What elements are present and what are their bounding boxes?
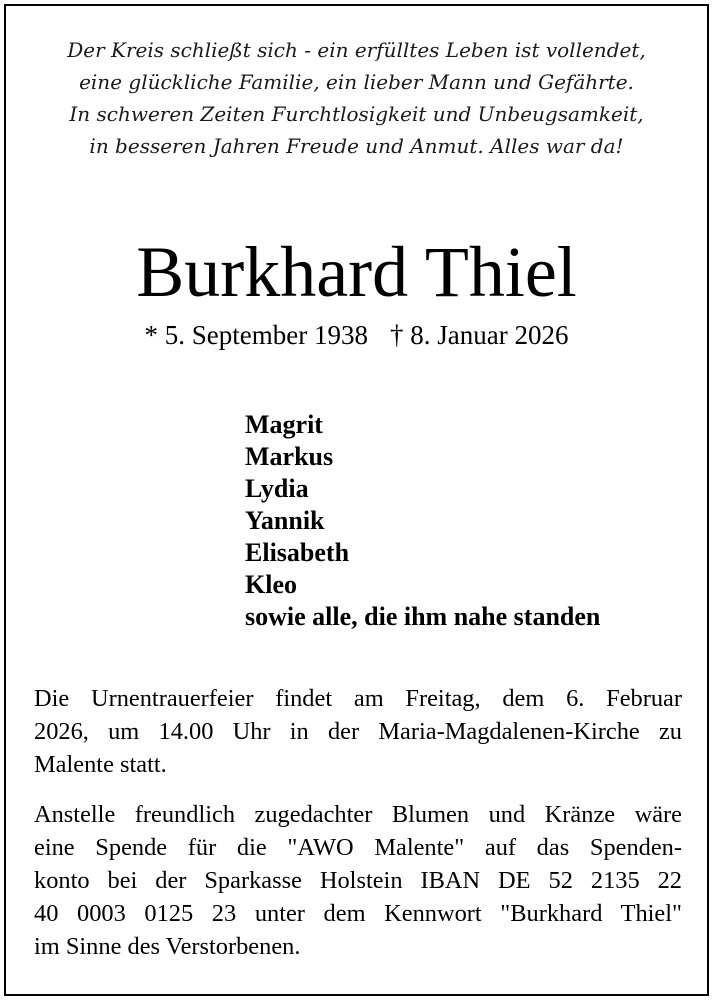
mourner-name: Yannik (245, 506, 325, 535)
mourner-name: Lydia (245, 474, 309, 503)
deceased-name: Burkhard Thiel (136, 232, 577, 312)
mourner-name: Markus (245, 442, 334, 471)
life-dates (0, 318, 713, 352)
mourner-name: Elisabeth (245, 538, 350, 567)
birth-date: * 5. September 1938 (144, 320, 368, 350)
mourners-list (245, 409, 600, 633)
donation-line: Anstelle freundlich zugedachter Blumen und Kränze wäre (34, 801, 682, 828)
poem-line: eine glückliche Familie, ein lieber Mann und Gefährte. (79, 70, 634, 94)
mourner-name: Magrit (245, 410, 323, 439)
poem-line: Der Kreis schließt sich - ein erfülltes Leben ist vollendet, (67, 38, 646, 62)
poem-line: In schweren Zeiten Furchtlosigkeit und Unbeugsamkeit, (69, 102, 644, 126)
ceremony-notice (34, 682, 682, 781)
donation-line: im Sinne des Verstorbenen. (34, 933, 301, 960)
donation-line: 40 0003 0125 23 unter dem Kennwort "Burkhard Thiel" (34, 900, 682, 927)
death-date: † 8. Januar 2026 (390, 320, 569, 350)
ceremony-line: Malente statt. (34, 751, 167, 778)
donation-line: konto bei der Sparkasse Holstein IBAN DE 52 2135 22 (34, 867, 682, 894)
mourner-name: Kleo (245, 570, 297, 599)
mourners-closing: sowie alle, die ihm nahe standen (245, 602, 601, 631)
donation-notice (34, 798, 682, 963)
memorial-poem (0, 34, 713, 162)
donation-line: eine Spende für die "AWO Malente" auf das Spenden- (34, 834, 682, 861)
ceremony-line: 2026, um 14.00 Uhr in der Maria-Magdalenen-Kirche zu (34, 718, 682, 745)
poem-line: in besseren Jahren Freude und Anmut. Alles war da! (89, 134, 624, 158)
ceremony-line: Die Urnentrauerfeier findet am Freitag, dem 6. Februar (34, 685, 682, 712)
